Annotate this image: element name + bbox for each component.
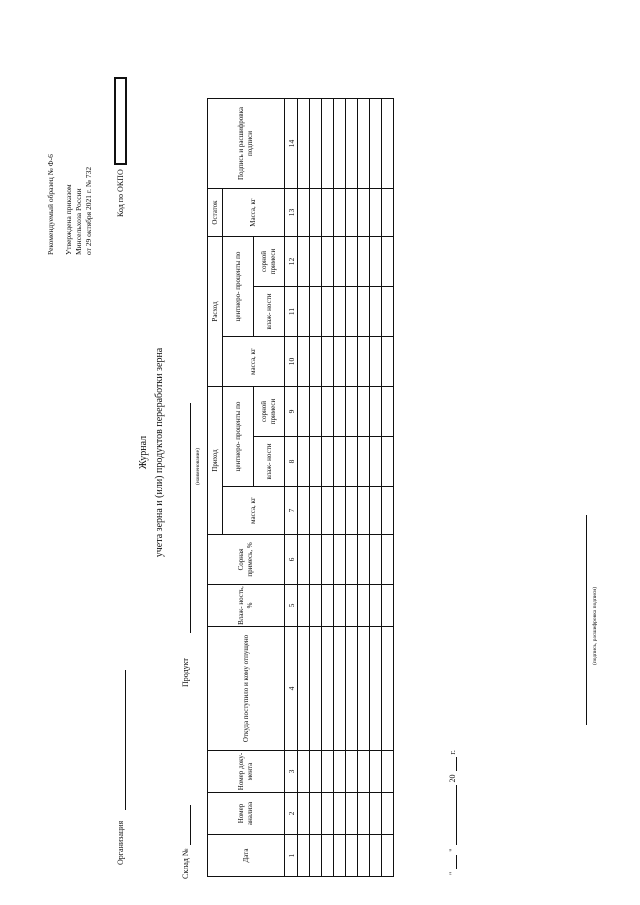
table-cell[interactable]: [358, 337, 370, 387]
table-cell[interactable]: [382, 437, 394, 487]
table-cell[interactable]: [310, 535, 322, 585]
table-cell[interactable]: [370, 793, 382, 835]
table-cell[interactable]: [346, 99, 358, 189]
table-cell[interactable]: [298, 437, 310, 487]
table-cell[interactable]: [298, 793, 310, 835]
table-cell[interactable]: [298, 487, 310, 535]
header-expense-by-moisture: влаж- ности: [254, 287, 285, 337]
product-label: Продукт: [181, 658, 190, 687]
table-cell[interactable]: [322, 751, 334, 793]
header-balance: Остаток: [208, 189, 223, 237]
approval-line-4: от 29 октября 2021 г. № 732: [84, 166, 93, 255]
column-number-row: [285, 99, 298, 877]
table-cell[interactable]: [334, 585, 346, 627]
table-cell[interactable]: [310, 237, 322, 287]
table-cell[interactable]: [346, 337, 358, 387]
table-cell[interactable]: [322, 437, 334, 487]
header-document-number: Номер доку- мента: [208, 751, 285, 793]
table-row: [346, 99, 358, 877]
table-cell[interactable]: [298, 189, 310, 237]
table-cell[interactable]: [334, 287, 346, 337]
table-cell[interactable]: [358, 535, 370, 585]
table-cell[interactable]: [298, 287, 310, 337]
table-cell[interactable]: [370, 99, 382, 189]
table-cell[interactable]: [358, 793, 370, 835]
table-cell[interactable]: [346, 627, 358, 751]
column-number: 2: [285, 793, 298, 835]
table-row: [334, 99, 346, 877]
approval-line-3: Минсельхоза России: [74, 188, 83, 255]
table-cell[interactable]: [358, 237, 370, 287]
okpo-label: Код по ОКПО: [116, 169, 125, 217]
journal-table: [207, 98, 394, 877]
table-cell[interactable]: [334, 793, 346, 835]
table-cell[interactable]: [358, 751, 370, 793]
table-cell[interactable]: [370, 387, 382, 437]
column-number: 13: [285, 189, 298, 237]
table-cell[interactable]: [346, 287, 358, 337]
approval-line-1: Рекомендуемый образец № Ф-6: [46, 154, 55, 255]
signature-input-line[interactable]: [586, 515, 587, 725]
column-number: 1: [285, 835, 298, 877]
date-year-input[interactable]: [456, 757, 457, 771]
table-cell[interactable]: [310, 585, 322, 627]
header-expense-by-weed: сорной примеси: [254, 237, 285, 287]
table-cell[interactable]: [346, 437, 358, 487]
table-cell[interactable]: [298, 835, 310, 877]
table-cell[interactable]: [298, 99, 310, 189]
column-number: 12: [285, 237, 298, 287]
table-cell[interactable]: [370, 437, 382, 487]
table-cell[interactable]: [310, 835, 322, 877]
table-cell[interactable]: [370, 487, 382, 535]
table-cell[interactable]: [346, 387, 358, 437]
table-cell[interactable]: [334, 99, 346, 189]
table-cell[interactable]: [370, 835, 382, 877]
header-expense-centner-percent: центнеро- проценты по: [223, 237, 254, 337]
date-quote-close: ": [448, 848, 457, 852]
column-number: 5: [285, 585, 298, 627]
table-cell[interactable]: [382, 751, 394, 793]
header-income: Приход: [208, 387, 223, 535]
okpo-input-box[interactable]: [114, 77, 127, 165]
header-signature: Подпись и расшифровка подписи: [208, 99, 285, 189]
table-cell[interactable]: [322, 337, 334, 387]
organization-input-line[interactable]: [125, 670, 126, 810]
table-cell[interactable]: [358, 437, 370, 487]
header-balance-mass: Масса, кг: [223, 189, 285, 237]
column-number: 7: [285, 487, 298, 535]
date-quote-open: ": [448, 871, 457, 875]
header-date: Дата: [208, 835, 285, 877]
organization-label: Организация: [116, 820, 125, 865]
table-cell[interactable]: [334, 337, 346, 387]
table-cell[interactable]: [382, 585, 394, 627]
table-cell[interactable]: [370, 287, 382, 337]
table-cell[interactable]: [334, 487, 346, 535]
date-field: [448, 750, 457, 875]
table-cell[interactable]: [298, 387, 310, 437]
warehouse-label: Склад №: [181, 848, 190, 879]
signature-caption: (подпись, расшифровка подписи): [592, 586, 598, 665]
table-cell[interactable]: [382, 535, 394, 585]
table-cell[interactable]: [334, 751, 346, 793]
table-row: [310, 99, 322, 877]
table-cell[interactable]: [310, 387, 322, 437]
table-cell[interactable]: [310, 487, 322, 535]
table-cell[interactable]: [310, 337, 322, 387]
table-cell[interactable]: [358, 835, 370, 877]
table-row: [298, 99, 310, 877]
table-cell[interactable]: [322, 535, 334, 585]
approval-line-2: Утверждена приказом: [64, 184, 73, 255]
header-expense-mass: масса, кг: [223, 337, 285, 387]
table-cell[interactable]: [382, 487, 394, 535]
table-cell[interactable]: [334, 387, 346, 437]
table-row: [322, 99, 334, 877]
document-title: Журнал: [138, 435, 149, 470]
table-cell[interactable]: [298, 237, 310, 287]
column-number: 10: [285, 337, 298, 387]
date-year-suffix: г.: [448, 750, 457, 755]
header-income-by-moisture: влаж- ности: [254, 437, 285, 487]
column-number: 6: [285, 535, 298, 585]
header-income-mass: масса, кг: [223, 487, 285, 535]
table-cell[interactable]: [310, 189, 322, 237]
column-number: 4: [285, 627, 298, 751]
table-cell[interactable]: [370, 337, 382, 387]
column-number: 3: [285, 751, 298, 793]
table-cell[interactable]: [322, 793, 334, 835]
table-cell[interactable]: [382, 627, 394, 751]
journal-table-body: [298, 99, 394, 877]
table-cell[interactable]: [382, 793, 394, 835]
table-cell[interactable]: [322, 835, 334, 877]
table-cell[interactable]: [298, 585, 310, 627]
table-cell[interactable]: [322, 627, 334, 751]
table-row: [382, 99, 394, 877]
date-month-input[interactable]: [456, 785, 457, 845]
header-moisture: Влаж- ность, %: [208, 585, 285, 627]
table-cell[interactable]: [298, 751, 310, 793]
table-cell[interactable]: [322, 287, 334, 337]
header-from-to: Откуда поступило и кому отпущено: [208, 627, 285, 751]
column-number: 11: [285, 287, 298, 337]
column-number: 14: [285, 99, 298, 189]
product-caption: (наименование): [195, 448, 201, 485]
table-cell[interactable]: [322, 189, 334, 237]
date-day-input[interactable]: [456, 855, 457, 869]
table-cell[interactable]: [322, 237, 334, 287]
table-cell[interactable]: [358, 99, 370, 189]
table-cell[interactable]: [322, 387, 334, 437]
table-cell[interactable]: [358, 189, 370, 237]
table-cell[interactable]: [382, 99, 394, 189]
table-cell[interactable]: [334, 835, 346, 877]
table-cell[interactable]: [346, 751, 358, 793]
header-expense: Расход: [208, 237, 223, 387]
table-cell[interactable]: [382, 189, 394, 237]
table-cell[interactable]: [382, 237, 394, 287]
table-cell[interactable]: [370, 535, 382, 585]
table-cell[interactable]: [322, 487, 334, 535]
date-year-prefix: 20: [448, 774, 457, 783]
table-cell[interactable]: [370, 237, 382, 287]
table-cell[interactable]: [358, 585, 370, 627]
table-cell[interactable]: [310, 627, 322, 751]
table-cell[interactable]: [358, 387, 370, 437]
table-cell[interactable]: [310, 287, 322, 337]
table-cell[interactable]: [346, 487, 358, 535]
table-cell[interactable]: [358, 487, 370, 535]
warehouse-input-line[interactable]: [190, 805, 191, 845]
table-cell[interactable]: [322, 99, 334, 189]
table-cell[interactable]: [334, 189, 346, 237]
table-cell[interactable]: [370, 627, 382, 751]
table-cell[interactable]: [298, 337, 310, 387]
table-cell[interactable]: [298, 627, 310, 751]
product-input-line[interactable]: [190, 403, 191, 633]
table-cell[interactable]: [370, 585, 382, 627]
column-number: 9: [285, 387, 298, 437]
header-income-by-weed: сорной примеси: [254, 387, 285, 437]
column-number: 8: [285, 437, 298, 487]
table-cell[interactable]: [334, 535, 346, 585]
table-cell[interactable]: [382, 387, 394, 437]
header-income-centner-percent: центнеро- проценты по: [223, 387, 254, 487]
table-cell[interactable]: [358, 287, 370, 337]
table-cell[interactable]: [310, 437, 322, 487]
table-cell[interactable]: [346, 835, 358, 877]
table-cell[interactable]: [346, 793, 358, 835]
approval-block: [46, 154, 94, 255]
table-row: [358, 99, 370, 877]
table-cell[interactable]: [370, 189, 382, 237]
table-cell[interactable]: [334, 437, 346, 487]
table-cell[interactable]: [310, 751, 322, 793]
table-cell[interactable]: [346, 585, 358, 627]
table-cell[interactable]: [382, 835, 394, 877]
table-cell[interactable]: [382, 287, 394, 337]
header-weed-impurity: Сорная примесь, %: [208, 535, 285, 585]
table-cell[interactable]: [358, 627, 370, 751]
table-cell[interactable]: [322, 585, 334, 627]
table-row: [370, 99, 382, 877]
table-cell[interactable]: [298, 535, 310, 585]
document-subtitle: учета зерна и (или) продуктов переработки зерна: [154, 347, 165, 558]
table-cell[interactable]: [334, 627, 346, 751]
header-analysis-number: Номер анализа: [208, 793, 285, 835]
okpo-row: [114, 77, 127, 217]
table-cell[interactable]: [310, 99, 322, 189]
table-cell[interactable]: [346, 189, 358, 237]
table-cell[interactable]: [370, 751, 382, 793]
table-cell[interactable]: [346, 535, 358, 585]
table-cell[interactable]: [310, 793, 322, 835]
table-cell[interactable]: [382, 337, 394, 387]
table-cell[interactable]: [334, 237, 346, 287]
table-cell[interactable]: [346, 237, 358, 287]
